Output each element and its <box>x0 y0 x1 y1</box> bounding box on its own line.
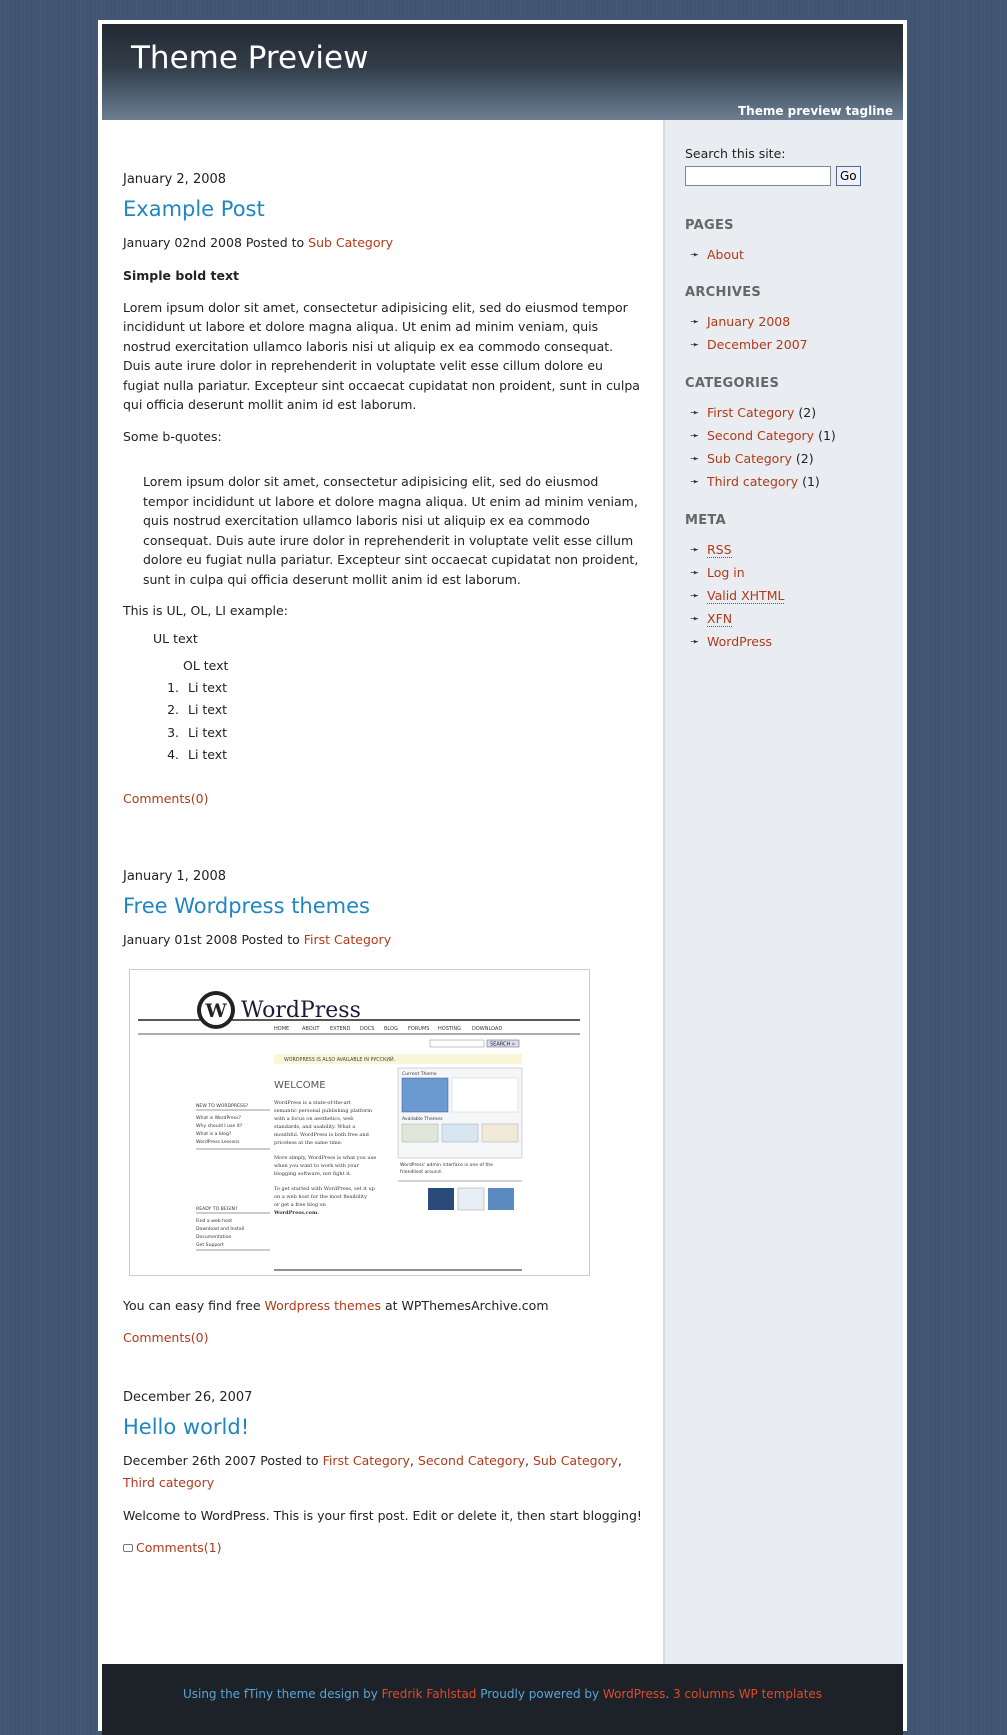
svg-text:To get started with WordPress,: To get started with WordPress, set it up <box>274 1186 375 1192</box>
page <box>98 20 907 1731</box>
post-paragraph: Welcome to WordPress. This is your first post. Edit or delete it, then start blogging! <box>123 1508 642 1523</box>
post <box>123 869 643 1345</box>
svg-text:HOSTING: HOSTING <box>438 1026 462 1032</box>
arrow-bullet-icon: ➛ <box>690 429 700 442</box>
list-item: 3. Li text <box>183 722 643 745</box>
sidebar-item-meta <box>685 538 895 561</box>
site-footer <box>102 1664 903 1735</box>
category-count: (1) <box>802 474 820 489</box>
svg-text:ABOUT: ABOUT <box>302 1026 320 1032</box>
search-input[interactable] <box>685 166 831 186</box>
post-title[interactable]: Hello world! <box>123 1415 250 1439</box>
sidebar-item-category <box>685 401 895 424</box>
post-meta-text: December 26th 2007 Posted to <box>123 1453 323 1468</box>
comment-icon <box>123 1544 133 1552</box>
svg-text:HOME: HOME <box>274 1026 290 1032</box>
rss-link[interactable]: RSS <box>707 542 732 557</box>
svg-text:mouthful. WordPress is both fr: mouthful. WordPress is both free and <box>274 1132 369 1138</box>
categories-block <box>685 376 895 493</box>
sidebar-item-meta <box>685 561 895 584</box>
svg-text:WELCOME: WELCOME <box>274 1080 326 1091</box>
post <box>123 172 643 806</box>
comments-link-wrap <box>123 1330 643 1345</box>
sidebar-link[interactable]: December 2007 <box>707 337 808 352</box>
valid-xhtml-link[interactable]: Valid XHTML <box>707 588 785 603</box>
arrow-bullet-icon: ➛ <box>690 543 700 556</box>
sidebar-item-meta <box>685 584 895 607</box>
sidebar-link[interactable]: Second Category <box>707 428 815 443</box>
arrow-bullet-icon: ➛ <box>690 589 700 602</box>
pages-heading: PAGES <box>685 218 734 233</box>
site-title[interactable]: Theme Preview <box>131 40 369 76</box>
comments-link[interactable]: Comments(0) <box>123 790 209 806</box>
svg-text:What is a blog?: What is a blog? <box>196 1132 232 1137</box>
category-count: (2) <box>795 451 814 466</box>
archives-block <box>685 285 895 356</box>
svg-text:Available Themes: Available Themes <box>402 1117 443 1122</box>
list-item: 4. Li text <box>183 744 643 767</box>
svg-text:semantic personal publishing p: semantic personal publishing platform <box>274 1108 372 1114</box>
arrow-bullet-icon: ➛ <box>690 475 700 488</box>
svg-text:More simply, WordPress is what: More simply, WordPress is what you use <box>274 1155 377 1161</box>
sidebar-item-meta <box>685 607 895 630</box>
pages-block <box>685 218 895 266</box>
post-meta <box>123 929 643 951</box>
post-meta-text: January 02nd 2008 Posted to <box>123 235 309 250</box>
svg-text:priceless at the same time.: priceless at the same time. <box>274 1140 343 1146</box>
categories-heading: CATEGORIES <box>685 376 780 391</box>
svg-text:WordPress is a state-of-the-ar: WordPress is a state-of-the-art <box>274 1100 352 1106</box>
svg-text:with a focus on aesthetics, we: with a focus on aesthetics, web <box>274 1116 354 1122</box>
post-date: December 26, 2007 <box>123 1390 253 1405</box>
svg-text:or get a free blog on: or get a free blog on <box>274 1202 326 1208</box>
sidebar-item-archive <box>685 310 895 333</box>
search-block <box>685 146 895 186</box>
sidebar-link[interactable]: First Category <box>707 405 795 420</box>
svg-text:W: W <box>205 1000 227 1022</box>
post-date: January 2, 2008 <box>123 172 227 187</box>
sidebar-item-category <box>685 470 895 493</box>
svg-text:WordPress' admin interface is: WordPress' admin interface is one of the <box>400 1163 493 1168</box>
wordpress-link[interactable]: WordPress <box>707 634 773 649</box>
meta-heading: META <box>685 513 726 528</box>
svg-text:Download and Install: Download and Install <box>196 1227 245 1232</box>
archives-heading: ARCHIVES <box>685 285 762 300</box>
login-link[interactable]: Log in <box>707 565 745 580</box>
svg-text:DOWNLOAD: DOWNLOAD <box>472 1026 503 1032</box>
svg-text:standards, and usability. What: standards, and usability. What a <box>274 1124 356 1130</box>
sidebar-link[interactable]: January 2008 <box>707 314 791 329</box>
ul-text: UL text <box>153 630 198 646</box>
xfn-link[interactable]: XFN <box>707 611 733 626</box>
sidebar-item-archive <box>685 333 895 356</box>
svg-text:DOCS: DOCS <box>360 1026 375 1032</box>
comments-link[interactable]: Comments(0) <box>123 1329 209 1345</box>
site-tagline: Theme preview tagline <box>737 104 893 118</box>
sidebar-item-about <box>685 243 895 266</box>
arrow-bullet-icon: ➛ <box>690 452 700 465</box>
category-link[interactable]: First Category <box>322 1453 410 1468</box>
svg-text:when you want to work with you: when you want to work with your <box>274 1163 360 1169</box>
post-paragraph: Lorem ipsum dolor sit amet, consectetur adipisicing elit, sed do eiusmod tempor incididunt ut labore et dolore magna aliqua. Ut enim ad minim veniam, quis nostrud exercitation ullamco laboris nisi ut aliquip ex ea commodo consequat. Duis aute irure dolor in reprehenderit in voluptate velit esse cillum dolore eu fugiat nulla pariatur. Excepteur sint occaecat cupidatat non proident, sunt in culpa qui officia deserunt mollit anim id est laborum. <box>123 299 640 412</box>
meta-block <box>685 513 895 653</box>
svg-text:Why should I use it?: Why should I use it? <box>196 1124 243 1129</box>
svg-text:blogging software, not fight i: blogging software, not fight it. <box>274 1171 352 1177</box>
author-link[interactable]: Fredrik Fahlstad <box>381 1686 477 1701</box>
category-count: (1) <box>818 428 836 443</box>
main-content <box>102 120 663 1664</box>
svg-text:Find a web host: Find a web host <box>196 1219 233 1224</box>
quotes-label: Some b-quotes: <box>123 428 222 444</box>
sidebar-item-category <box>685 424 895 447</box>
svg-text:NEW TO WORDPRESS?: NEW TO WORDPRESS? <box>196 1104 249 1109</box>
svg-text:on a web host for the most fle: on a web host for the most flexibility <box>274 1194 367 1200</box>
sidebar-link[interactable]: Third category <box>707 474 799 489</box>
svg-text:What is WordPress?: What is WordPress? <box>196 1116 241 1121</box>
search-label: Search this site: <box>685 146 786 161</box>
svg-text:WordPress.com.: WordPress.com. <box>274 1210 320 1216</box>
category-link[interactable]: First Category <box>303 932 392 947</box>
screenshot-logo-text: WordPress <box>241 998 361 1023</box>
svg-text:BLOG: BLOG <box>384 1026 398 1032</box>
comments-link-wrap <box>123 791 643 806</box>
sidebar-link[interactable]: Sub Category <box>707 451 792 466</box>
post-meta <box>123 232 643 254</box>
footer-text: Using the fTiny theme design by Fredrik Fahlstad Proudly powered by WordPress. 3 columns WP templates <box>182 1686 823 1701</box>
ordered-list <box>163 658 643 767</box>
list-item: 2. Li text <box>183 699 643 722</box>
svg-text:EXTEND: EXTEND <box>330 1026 351 1032</box>
arrow-bullet-icon: ➛ <box>690 315 700 328</box>
post-title[interactable]: Free Wordpress themes <box>123 894 370 918</box>
svg-text:SEARCH »: SEARCH » <box>490 1041 515 1048</box>
post-bold-text: Simple bold text <box>123 268 239 283</box>
arrow-bullet-icon: ➛ <box>690 248 700 261</box>
wordpress-footer-link[interactable]: WordPress <box>602 1686 666 1701</box>
svg-text:Current Theme: Current Theme <box>402 1072 437 1077</box>
wordpress-screenshot-image <box>134 974 585 1271</box>
category-link[interactable]: Second Category <box>417 1453 525 1468</box>
comments-link[interactable]: Comments(1) <box>136 1539 222 1555</box>
sidebar-item-category <box>685 447 895 470</box>
wordpress-screenshot <box>129 969 590 1276</box>
post-paragraph: You can easy find free Wordpress themes at WPThemesArchive.com <box>123 1298 549 1313</box>
comments-link-wrap <box>123 1540 643 1555</box>
category-count: (2) <box>798 405 817 420</box>
wordpress-themes-link[interactable]: Wordpress themes <box>264 1298 382 1313</box>
svg-text:Documentation: Documentation <box>196 1235 232 1240</box>
post <box>123 1390 643 1555</box>
list-label: This is UL, OL, LI example: <box>123 603 288 618</box>
arrow-bullet-icon: ➛ <box>690 635 700 648</box>
post-meta: December 26th 2007 Posted to First Category, Second Category, Sub Category, Third category <box>123 1453 622 1490</box>
templates-link[interactable]: 3 columns WP templates <box>673 1686 823 1701</box>
search-go-button[interactable]: Go <box>836 166 861 186</box>
post-date: January 1, 2008 <box>123 869 227 884</box>
svg-text:WORDPRESS IS ALSO AVAILABLE IN: WORDPRESS IS ALSO AVAILABLE IN РУССКИЙ. <box>284 1058 396 1063</box>
category-link[interactable]: Third category <box>123 1475 215 1490</box>
category-link[interactable]: Sub Category <box>308 235 394 250</box>
list-item: 1. Li text <box>183 677 643 700</box>
arrow-bullet-icon: ➛ <box>690 566 700 579</box>
sidebar-link[interactable]: About <box>707 247 744 262</box>
post-title[interactable]: Example Post <box>123 197 265 221</box>
ol-text: OL text <box>183 657 229 673</box>
svg-text:Get Support: Get Support <box>196 1243 224 1248</box>
sidebar-item-meta <box>685 630 895 653</box>
svg-text:FORUMS: FORUMS <box>408 1026 430 1032</box>
arrow-bullet-icon: ➛ <box>690 612 700 625</box>
arrow-bullet-icon: ➛ <box>690 338 700 351</box>
blockquote: Lorem ipsum dolor sit amet, consectetur adipisicing elit, sed do eiusmod tempor incididunt ut labore et dolore magna aliqua. Ut enim ad minim veniam, quis nostrud exercitation ullamco laboris nisi ut aliquip ex ea commodo consequat. Duis aute irure dolor in reprehenderit in voluptate velit esse cillum dolore eu fugiat nulla pariatur. Excepteur sint occaecat cupidatat non proident, sunt in culpa qui officia deserunt mollit anim id est laborum. <box>143 474 639 587</box>
sidebar <box>663 120 903 1664</box>
arrow-bullet-icon: ➛ <box>690 406 700 419</box>
svg-text:WordPress Lessons: WordPress Lessons <box>196 1140 240 1145</box>
site-header <box>102 24 903 120</box>
post-meta-text: January 01st 2008 Posted to <box>123 932 304 947</box>
svg-text:READY TO BEGIN?: READY TO BEGIN? <box>196 1207 238 1212</box>
category-link[interactable]: Sub Category <box>532 1453 618 1468</box>
svg-text:friendliest around.: friendliest around. <box>400 1170 443 1175</box>
